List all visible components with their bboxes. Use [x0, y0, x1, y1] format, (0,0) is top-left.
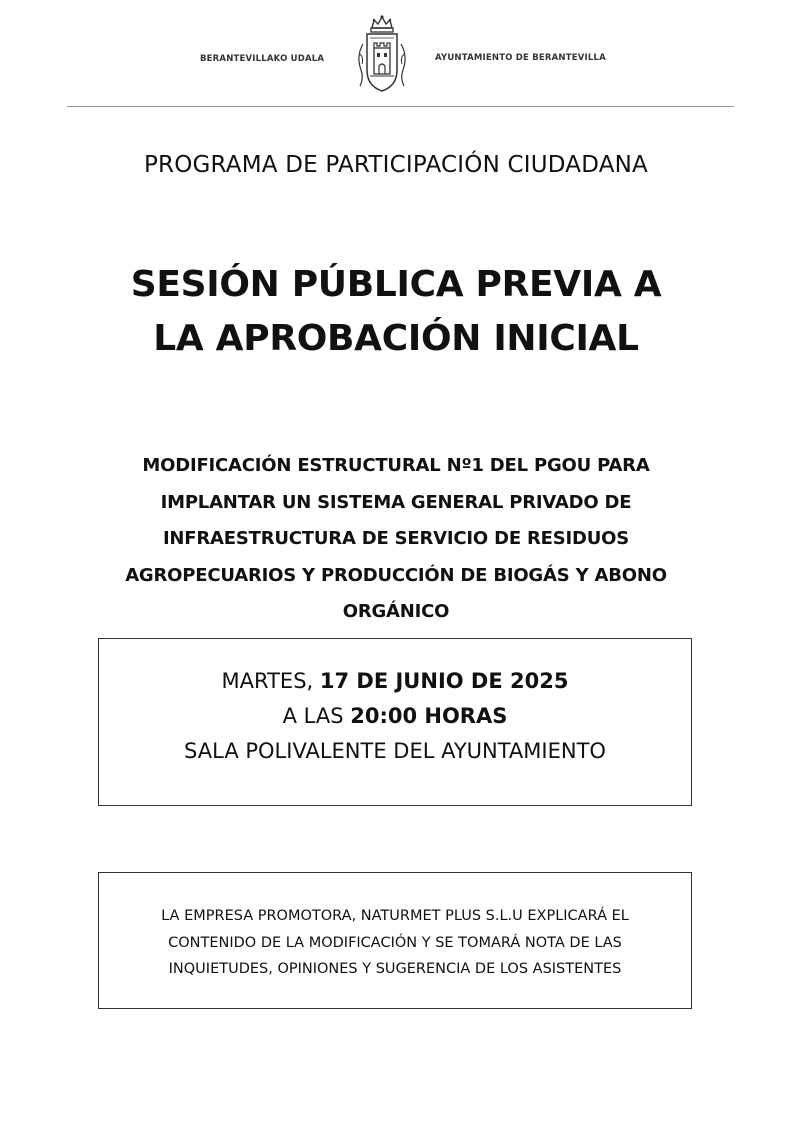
modification-description [0, 448, 792, 631]
header-spanish-name: AYUNTAMIENTO DE BERANTEVILLA [435, 53, 606, 63]
event-time: 20:00 HORAS [350, 704, 508, 728]
program-title: PROGRAMA DE PARTICIPACIÓN CIUDADANA [143, 152, 648, 178]
modification-line-2: IMPLANTAR UN SISTEMA GENERAL PRIVADO DE [160, 491, 632, 513]
notice-text [99, 903, 691, 983]
notice-line-1: LA EMPRESA PROMOTORA, NATURMET PLUS S.L.U EXPLICARÁ EL [161, 908, 629, 924]
municipal-coat-of-arms-icon [350, 14, 414, 94]
event-details [99, 664, 691, 769]
event-day: MARTES, [221, 669, 320, 693]
session-title [0, 258, 792, 366]
notice-box [98, 872, 692, 1009]
notice-line-2: CONTENIDO DE LA MODIFICACIÓN Y SE TOMARÁ NOTA DE LAS [168, 934, 622, 951]
document-header [0, 0, 800, 100]
modification-line-3: INFRAESTRUCTURA DE SERVICIO DE RESIDUOS [162, 528, 630, 549]
event-details-box [98, 638, 692, 806]
event-date-line [99, 664, 691, 699]
modification-line-1: MODIFICACIÓN ESTRUCTURAL Nº1 DEL PGOU PARA [142, 455, 650, 476]
header-divider [67, 106, 734, 107]
session-title-line-1: SESIÓN PÚBLICA PREVIA A [130, 264, 662, 305]
notice-line-3: INQUIETUDES, OPINIONES Y SUGERENCIA DE LOS ASISTENTES [168, 961, 622, 977]
modification-line-4: AGROPECUARIOS Y PRODUCCIÓN DE BIOGÁS Y ABONO [125, 564, 667, 586]
session-title-line-2: LA APROBACIÓN INICIAL [153, 318, 639, 359]
event-date: 17 DE JUNIO DE 2025 [319, 669, 569, 693]
header-basque-name: BERANTEVILLAKO UDALA [200, 54, 325, 64]
event-venue: SALA POLIVALENTE DEL AYUNTAMIENTO [184, 739, 606, 763]
event-time-prefix: A LAS [282, 704, 351, 728]
modification-line-5: ORGÁNICO [342, 601, 450, 622]
event-time-line [99, 699, 691, 734]
